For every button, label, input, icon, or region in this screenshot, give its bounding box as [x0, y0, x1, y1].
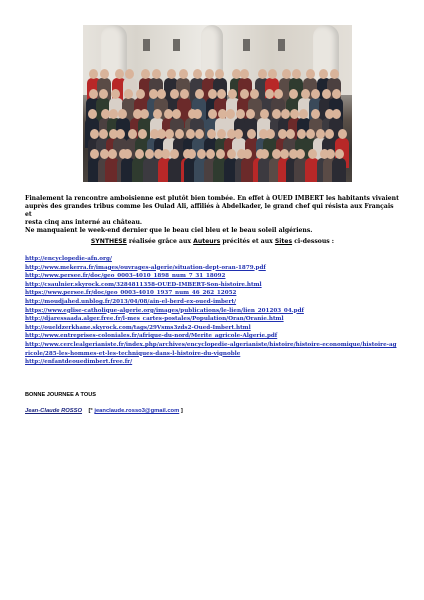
- paragraph-line: Finalement la rencontre amboisienne est plutôt bien tombée. En effet à OUED IMBERT les habitants vivaient: [25, 195, 399, 202]
- person-head: [216, 149, 225, 159]
- synthese-heading: [25, 238, 400, 245]
- person-head: [325, 129, 334, 139]
- castle-window: [173, 39, 180, 51]
- source-link[interactable]: http://djaressaada.alger.free.fr/l-mes_cartes-postales/Population/Oran/Oranie.html: [25, 316, 284, 323]
- crowd: [83, 63, 352, 182]
- castle-window: [143, 39, 150, 51]
- person-head: [286, 129, 295, 139]
- signature-line: [25, 408, 183, 414]
- person-head: [167, 69, 176, 79]
- person-head: [153, 109, 162, 119]
- person-head: [338, 129, 347, 139]
- person-head: [260, 149, 269, 159]
- person-head: [282, 69, 291, 79]
- person-head: [88, 109, 97, 119]
- person-head: [108, 149, 117, 159]
- source-link[interactable]: http://www.mekerra.fr/images/ouvrages-algerie/situation-dept-oran-1879.pdf: [25, 264, 266, 271]
- closing-greeting: BONNE JOURNEE A TOUS: [25, 392, 96, 398]
- person-head: [157, 129, 166, 139]
- source-links: [25, 255, 397, 367]
- person-head: [332, 89, 341, 99]
- source-link[interactable]: http://www.persee.fr/doc/geo_0003-4010_1898_num_7_31_18092: [25, 273, 226, 280]
- author-email[interactable]: jeanclaude.rosso3@gmail.com: [94, 408, 180, 414]
- person-head: [265, 89, 274, 99]
- person-head: [292, 69, 301, 79]
- person-head: [227, 149, 236, 159]
- person-head: [152, 69, 161, 79]
- source-link[interactable]: http://www.entreprises-coloniales.fr/afrique-du-nord/Merite_agricole-Algerie.pdf: [25, 333, 278, 340]
- person-head: [180, 89, 189, 99]
- synthese-text: réalisée grâce aux: [126, 238, 194, 245]
- source-link[interactable]: http://oueldzerkhane.skyrock.com/tags/29Vsms3zds2-Oued-Imbert.html: [25, 324, 251, 331]
- person-head: [306, 129, 315, 139]
- person-head: [308, 149, 317, 159]
- person-head: [311, 109, 320, 119]
- person-head: [326, 149, 335, 159]
- mail-bracket: [°: [88, 408, 95, 414]
- person-head: [268, 69, 277, 79]
- castle-window: [243, 39, 250, 51]
- person-head: [100, 69, 109, 79]
- person-head: [217, 89, 226, 99]
- person-head: [195, 129, 204, 139]
- person-head: [260, 109, 269, 119]
- person-head: [207, 129, 216, 139]
- source-link[interactable]: http://csaulnier.skyrock.com/3284811358-OUED-IMBERT-Son-histoire.html: [25, 281, 262, 288]
- author-name: Jean-Claude ROSSO: [25, 408, 83, 414]
- person-head: [187, 149, 196, 159]
- person-head: [116, 129, 125, 139]
- castle-window: [278, 39, 285, 51]
- source-link[interactable]: https://www.persee.fr/doc/geo_0003-4010_1937_num_46_262_12052: [25, 290, 237, 297]
- person-head: [281, 109, 290, 119]
- person-head: [258, 69, 267, 79]
- person-head: [274, 89, 283, 99]
- source-link[interactable]: http://enfantdeouedimbert.free.fr/: [25, 359, 133, 366]
- person-head: [306, 69, 315, 79]
- person-head: [161, 149, 170, 159]
- source-link[interactable]: https://www.eglise-catholique-algerie.org/images/publications/le-lien/lien_201203_04.pdf: [25, 307, 304, 314]
- person-head: [316, 129, 325, 139]
- person-head: [215, 69, 224, 79]
- person-head: [197, 149, 206, 159]
- source-link[interactable]: http://moudjahed.unblog.fr/2013/04/08/ain-el-berd-ex-oued-imbert/: [25, 298, 237, 305]
- synthese-title: SYNTHESE: [90, 238, 127, 245]
- person-head: [335, 149, 344, 159]
- person-head: [226, 109, 235, 119]
- intro-paragraph: [25, 195, 400, 235]
- person-head: [240, 89, 249, 99]
- person-head: [322, 89, 331, 99]
- paragraph-line: auprès des grandes tribus comme les Oulad Ali, affiliés à Abdelkader, le grand chef qui résista aux Français et: [25, 203, 394, 218]
- person-head: [289, 89, 298, 99]
- synthese-text: précités et aux: [220, 238, 275, 245]
- source-link[interactable]: http://www.cerclealgerianiste.fr/index.php/archives/encyclopedie-algerianiste/histoire/histoire-economique/histoire-agricole/285-les-hommes-et-les-techniques-dans-l-histoire-du-vignoble: [25, 341, 397, 357]
- group-photo: [83, 25, 352, 182]
- mail-bracket: ]: [179, 408, 183, 414]
- person-head: [138, 129, 147, 139]
- person-head: [195, 89, 204, 99]
- person-head: [99, 89, 108, 99]
- person-head: [99, 129, 108, 139]
- person-head: [157, 89, 166, 99]
- person: [332, 158, 346, 182]
- synthese-text: ci-dessous :: [292, 238, 335, 245]
- person-head: [186, 129, 195, 139]
- paragraph-line: Ne manquaient le week-end dernier que le beau ciel bleu et le beau soleil algériens.: [25, 227, 313, 234]
- paragraph-line: resta cinq ans interné au château.: [25, 219, 143, 226]
- person-head: [330, 69, 339, 79]
- person-head: [205, 69, 214, 79]
- source-link[interactable]: http://encyclopedie-afn.org/: [25, 256, 112, 262]
- person-head: [266, 129, 275, 139]
- person-head: [115, 69, 124, 79]
- person-head: [290, 109, 299, 119]
- person-head: [179, 69, 188, 79]
- person-head: [208, 109, 217, 119]
- person-head: [332, 109, 341, 119]
- person-head: [89, 89, 98, 99]
- person: [168, 158, 182, 182]
- person-head: [301, 89, 310, 99]
- synthese-sites: Sites: [274, 238, 293, 245]
- synthese-auteurs: Auteurs: [193, 238, 221, 245]
- person-head: [193, 109, 202, 119]
- person-head: [135, 149, 144, 159]
- person-head: [193, 69, 202, 79]
- person-head: [141, 69, 150, 79]
